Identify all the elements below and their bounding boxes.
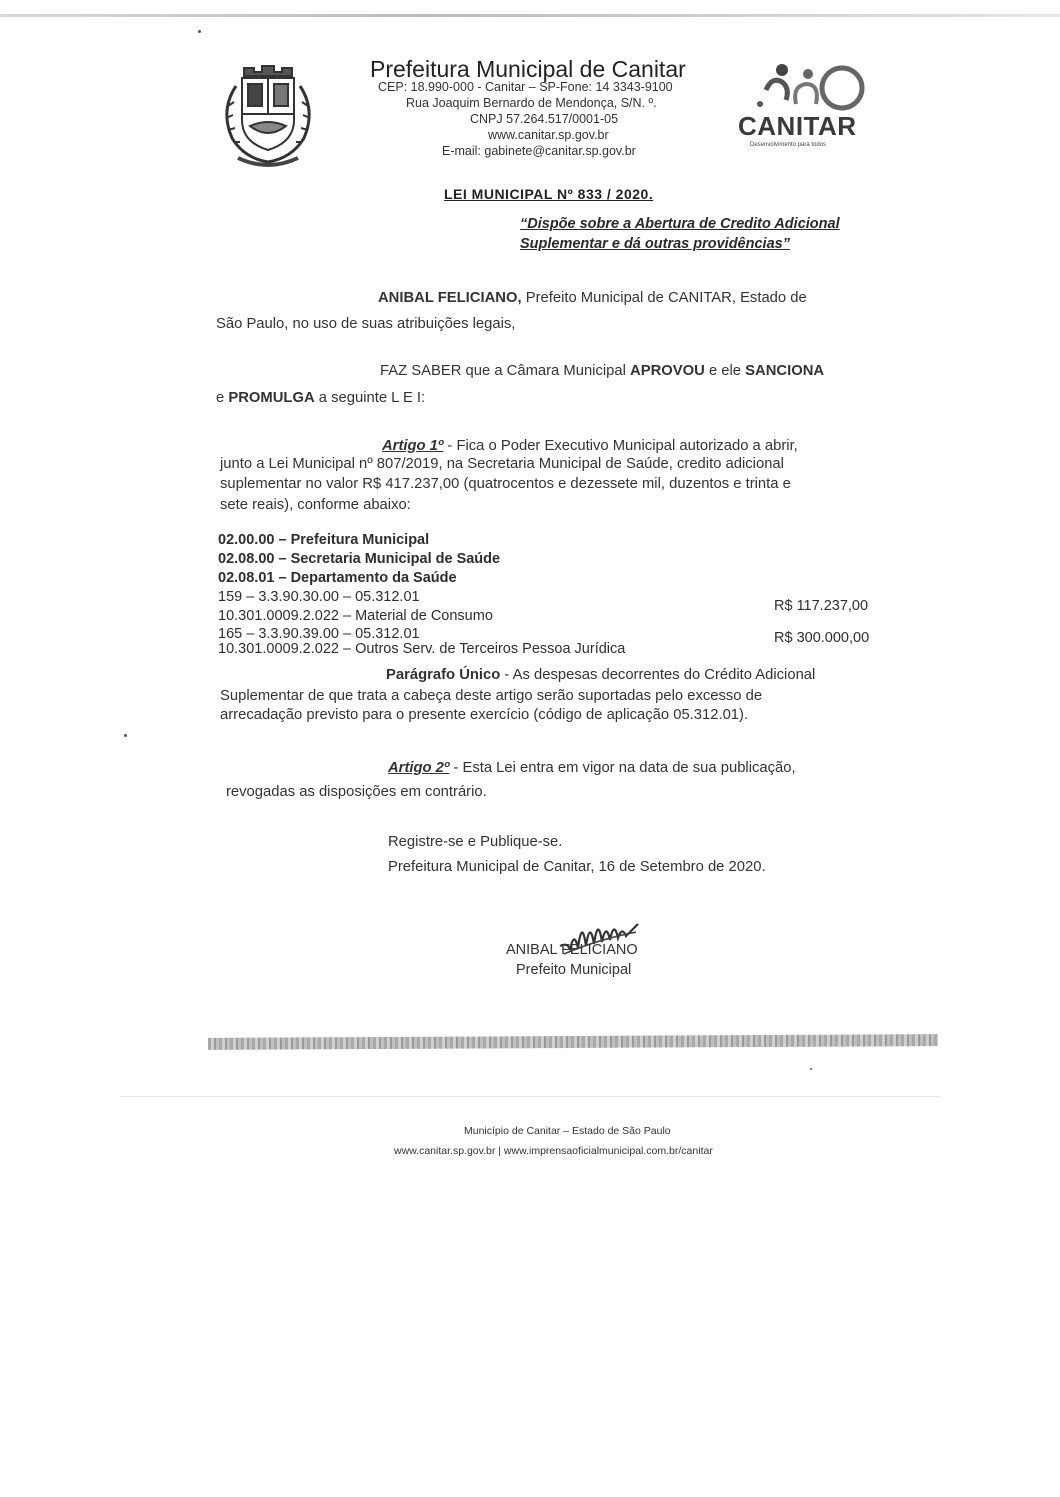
budget-unit: 02.08.01 – Departamento da Saúde — [218, 570, 457, 586]
paragrafo-line: arrecadação previsto para o presente exercício (código de aplicação 05.312.01). — [220, 707, 749, 723]
budget-item-code: 159 – 3.3.90.30.00 – 05.312.01 — [218, 589, 420, 605]
saber-line: e PROMULGA a seguinte L E I: — [216, 390, 426, 406]
register-line: Registre-se e Publique-se. — [388, 834, 563, 850]
footer-municipality: Município de Canitar – Estado de São Paulo — [464, 1125, 671, 1137]
footer-links: www.canitar.sp.gov.br | www.imprensaoficialmunicipal.com.br/canitar — [394, 1145, 713, 1157]
header-email: E-mail: gabinete@canitar.sp.gov.br — [442, 144, 636, 158]
article1-line: sete reais), conforme abaixo: — [220, 497, 411, 513]
budget-item-value: R$ 117.237,00 — [774, 598, 869, 614]
paragrafo-line: Parágrafo Único - As despesas decorrentes do Crédito Adicional — [386, 667, 816, 683]
footer-rule — [120, 1096, 940, 1097]
mayor-name: ANIBAL FELICIANO, — [378, 290, 522, 306]
paragrafo-line: Suplementar de que trata a cabeça deste artigo serão suportadas pelo excesso de — [220, 688, 763, 704]
header-address-line: CEP: 18.990-000 - Canitar – SP-Fone: 14 3343-9100 — [378, 80, 673, 94]
saber-line: FAZ SABER que a Câmara Municipal APROVOU e ele SANCIONA — [380, 363, 825, 379]
header-title: Prefeitura Municipal de Canitar — [370, 56, 686, 82]
intro-line: ANIBAL FELICIANO, Prefeito Municipal de CANITAR, Estado de — [378, 290, 807, 306]
header-address-line: Rua Joaquim Bernardo de Mendonça, S/N. º. — [406, 96, 657, 110]
budget-unit: 02.08.00 – Secretaria Municipal de Saúde — [218, 551, 501, 567]
scan-top-edge — [0, 14, 1060, 17]
article2-line: Artigo 2º - Esta Lei entra em vigor na data de sua publicação, — [388, 760, 796, 776]
scan-speck — [810, 1068, 812, 1070]
canitar-logo-icon — [752, 60, 892, 114]
scan-speck — [124, 734, 127, 737]
municipal-coat-of-arms-icon — [214, 62, 322, 174]
article1-line: junto a Lei Municipal nº 807/2019, na Secretaria Municipal de Saúde, credito adicional — [220, 456, 784, 472]
budget-item-description: 10.301.0009.2.022 – Material de Consumo — [218, 608, 493, 624]
law-title: LEI MUNICIPAL Nº 833 / 2020. — [444, 186, 654, 202]
budget-item-value: R$ 300.000,00 — [774, 630, 870, 646]
scan-divider-bar — [208, 1034, 938, 1050]
ementa-line: Suplementar e dá outras providências” — [520, 236, 790, 252]
header-website: www.canitar.sp.gov.br — [488, 128, 609, 142]
scan-speck — [198, 30, 201, 33]
article2-line: revogadas as disposições em contrário. — [226, 784, 487, 800]
article1-line: suplementar no valor R$ 417.237,00 (quatrocentos e dezessete mil, duzentos e trinta e — [220, 476, 791, 492]
budget-item-description: 10.301.0009.2.022 – Outros Serv. de Terceiros Pessoa Jurídica — [218, 641, 626, 657]
canitar-logo-tagline: Desenvolvimento para todos — [750, 142, 827, 148]
article1-label: Artigo 1º — [382, 438, 444, 454]
signer-name: ANIBAL FELICIANO — [506, 942, 638, 958]
place-date: Prefeitura Municipal de Canitar, 16 de Setembro de 2020. — [388, 859, 766, 875]
ementa-line: “Dispõe sobre a Abertura de Credito Adicional — [520, 216, 840, 232]
signer-role: Prefeito Municipal — [516, 962, 632, 978]
budget-unit: 02.00.00 – Prefeitura Municipal — [218, 532, 430, 548]
paragrafo-label: Parágrafo Único — [386, 667, 501, 683]
article1-line: Artigo 1º - Fica o Poder Executivo Municipal autorizado a abrir, — [382, 438, 798, 454]
intro-line: São Paulo, no uso de suas atribuições legais, — [216, 316, 516, 332]
budget-item-code: 165 – 3.3.90.39.00 – 05.312.01 — [218, 626, 420, 642]
canitar-logo-text: CANITAR — [738, 111, 857, 141]
header-cnpj: CNPJ 57.264.517/0001-05 — [470, 112, 619, 126]
article2-label: Artigo 2º — [388, 760, 450, 776]
